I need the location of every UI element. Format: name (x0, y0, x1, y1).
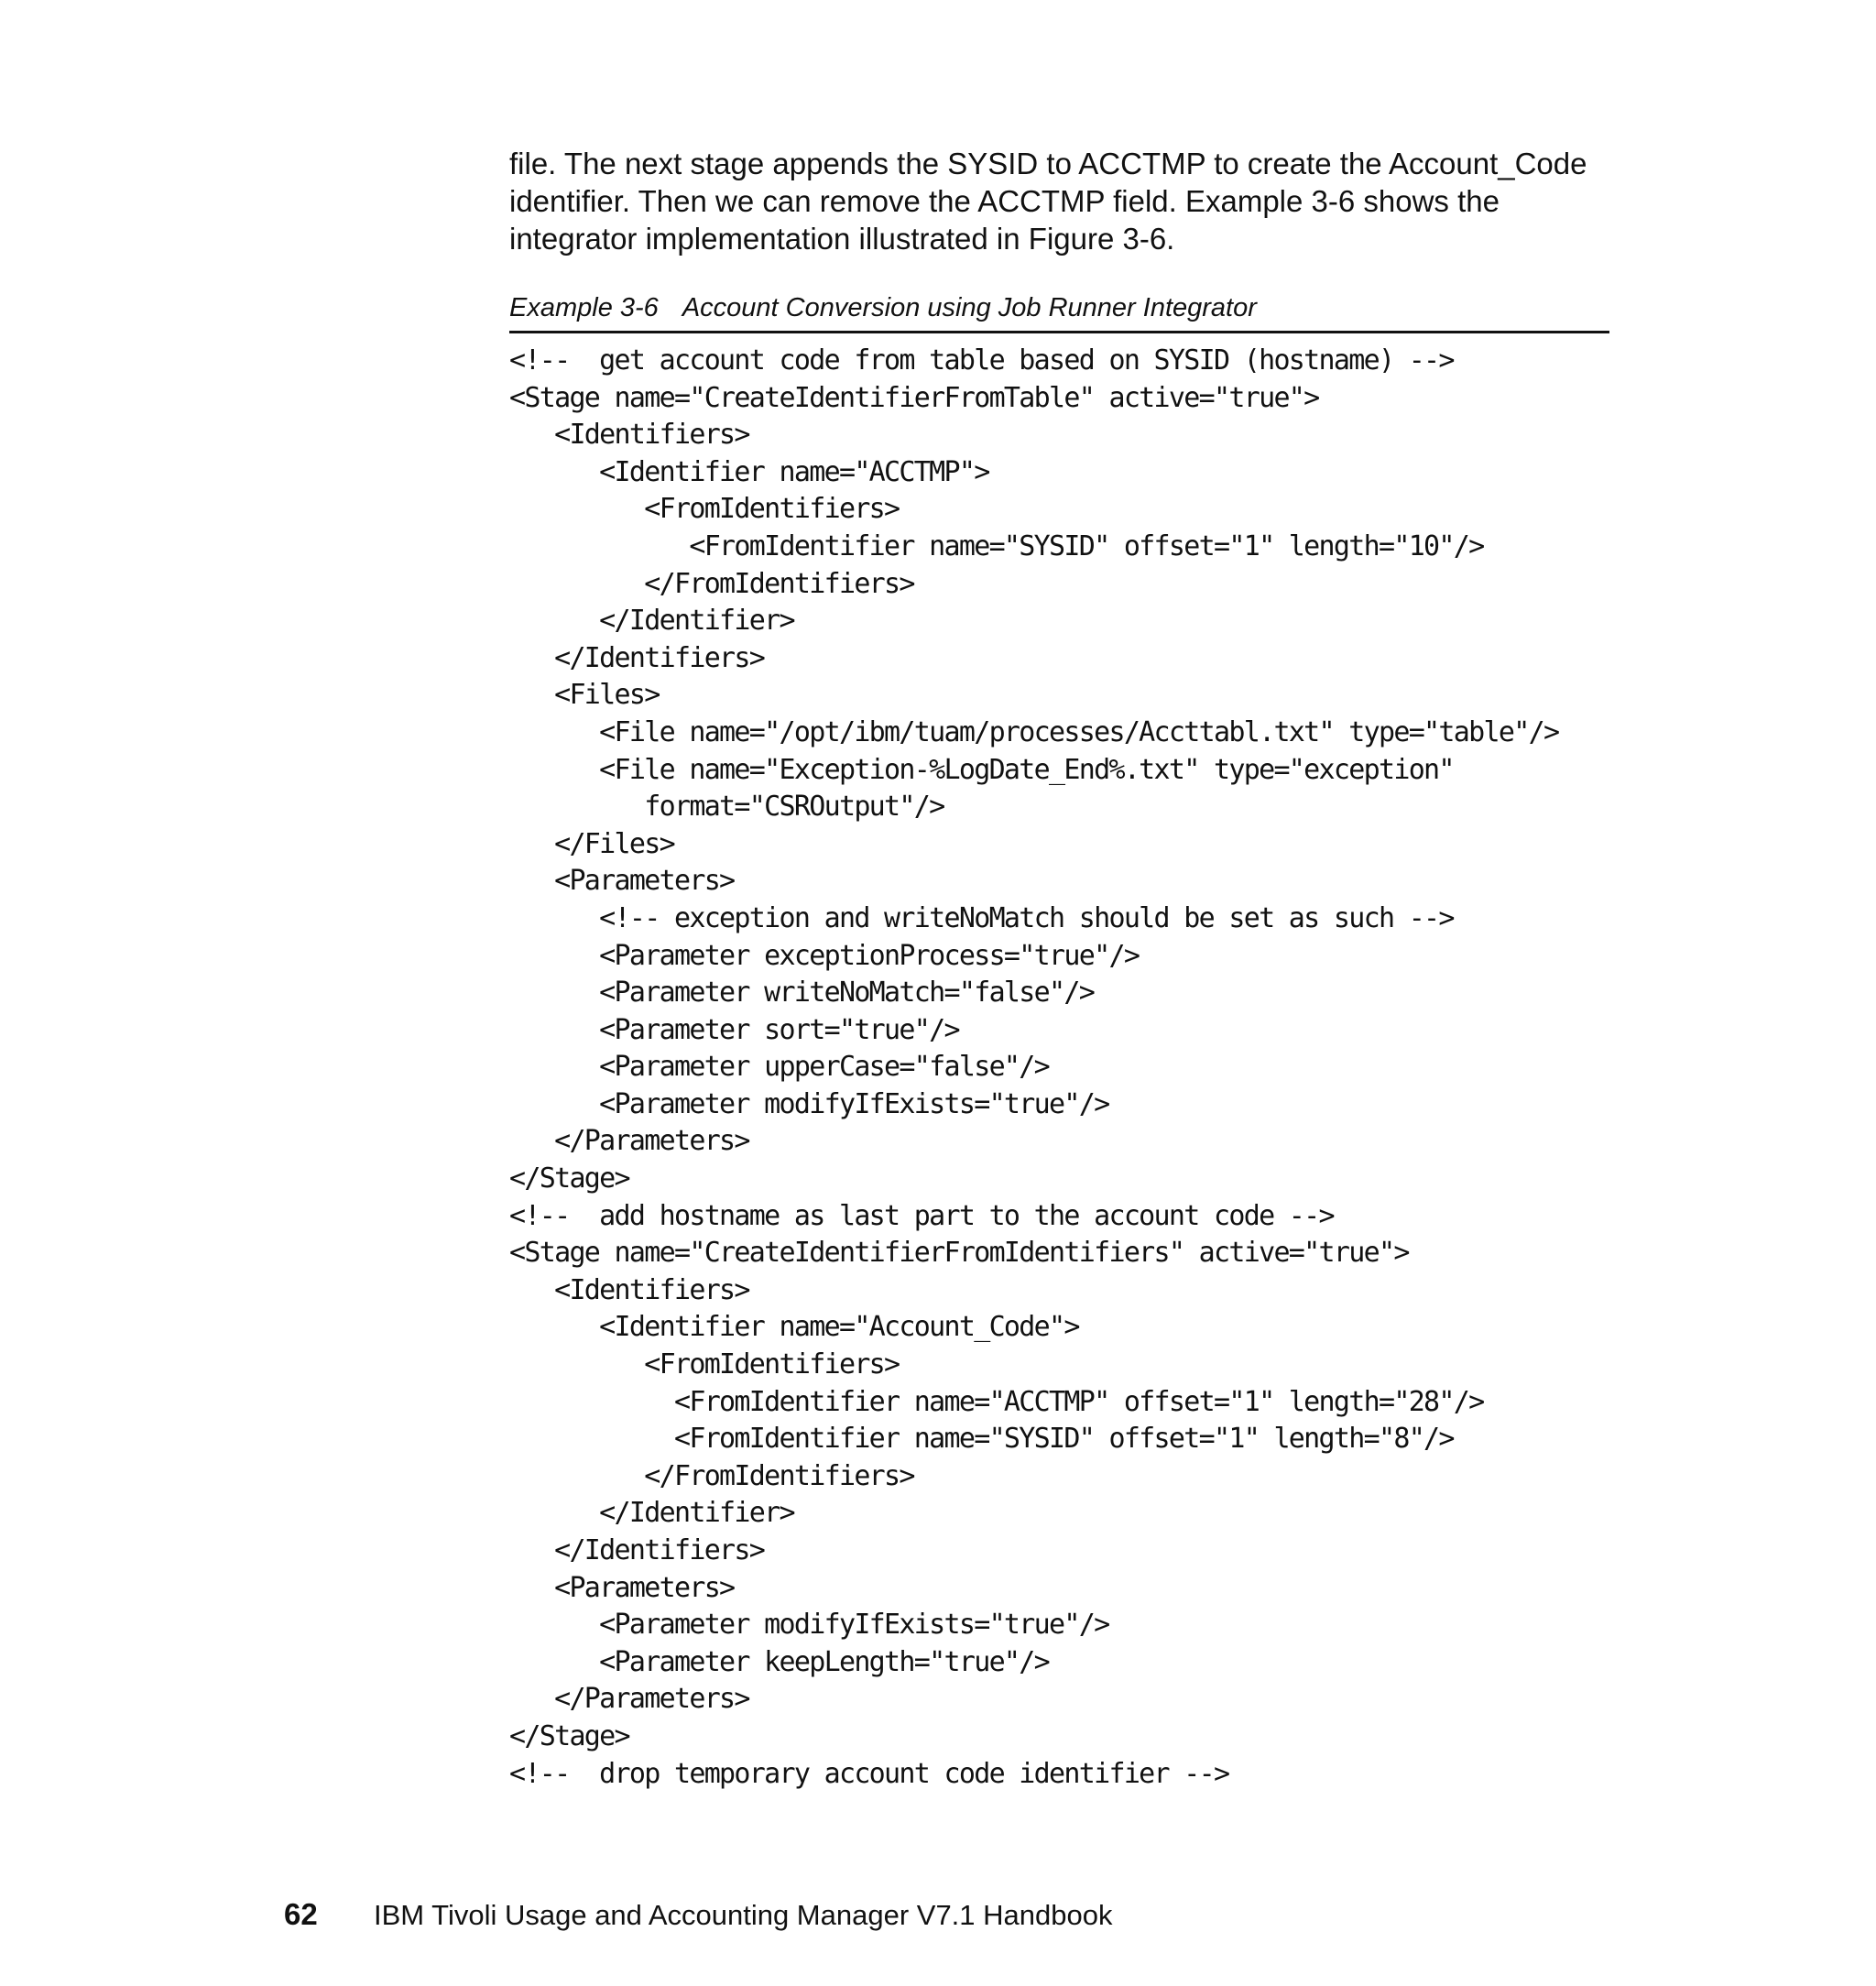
code-line: <Identifiers> (509, 1273, 749, 1306)
code-line: <Parameter keepLength="true"/> (509, 1645, 1050, 1678)
code-line: <Stage name="CreateIdentifierFromIdentifiers" active="true"> (509, 1237, 1409, 1270)
code-line: <Parameter exceptionProcess="true"/> (509, 939, 1140, 972)
code-line: <!-- add hostname as last part to the account code --> (509, 1199, 1334, 1232)
code-line: <Stage name="CreateIdentifierFromTable" active="true"> (509, 381, 1319, 414)
code-line: </Files> (509, 827, 674, 860)
code-line: <Identifier name="ACCTMP"> (509, 455, 989, 488)
code-line: <FromIdentifiers> (509, 493, 900, 526)
code-line: <FromIdentifiers> (509, 1348, 900, 1381)
code-line: <Parameters> (509, 865, 735, 898)
code-line: <Files> (509, 679, 660, 712)
code-line: </Identifier> (509, 1497, 794, 1530)
example-title: Account Conversion using Job Runner Integrator (682, 293, 1257, 322)
code-line: </Parameters> (509, 1125, 749, 1158)
code-line: <Identifiers> (509, 419, 749, 452)
code-line: </Identifiers> (509, 1534, 765, 1566)
book-title: IBM Tivoli Usage and Accounting Manager V7.1 Handbook (374, 1899, 1113, 1931)
code-line: <Parameters> (509, 1571, 735, 1604)
page-number: 62 (284, 1897, 318, 1931)
page-footer (284, 1896, 1112, 1934)
code-line: <Parameter modifyIfExists="true"/> (509, 1609, 1109, 1642)
example-number: Example 3-6 (509, 293, 659, 322)
code-line: <!-- get account code from table based on SYSID (hostname) --> (509, 344, 1454, 376)
code-line: </FromIdentifiers> (509, 567, 914, 600)
code-line: <!-- exception and writeNoMatch should be set as such --> (509, 901, 1454, 934)
code-line: <File name="/opt/ibm/tuam/processes/Accttabl.txt" type="table"/> (509, 715, 1559, 748)
code-line: </Parameters> (509, 1683, 749, 1716)
example-caption (509, 289, 1257, 326)
code-line: </Stage> (509, 1162, 629, 1195)
code-line: <!-- drop temporary account code identifier --> (509, 1757, 1229, 1790)
code-line: <FromIdentifier name="SYSID" offset="1" length="10"/> (509, 529, 1484, 562)
code-line: <Parameter modifyIfExists="true"/> (509, 1087, 1109, 1120)
code-line: <Parameter writeNoMatch="false"/> (509, 977, 1095, 1009)
code-line: <FromIdentifier name="SYSID" offset="1" length="8"/> (509, 1423, 1454, 1456)
code-line: <Identifier name="Account_Code"> (509, 1311, 1079, 1344)
intro-paragraph: file. The next stage appends the SYSID to ACCTMP to create the Account_Code identifier. Then we can remove the ACCTMP field. Example 3-6 shows the integrator implementation illustrated in Figure 3-6. (509, 147, 1587, 256)
caption-rule (509, 331, 1609, 333)
code-line: <Parameter upperCase="false"/> (509, 1051, 1050, 1084)
code-line: format="CSROutput"/> (509, 791, 944, 824)
code-line: <File name="Exception-%LogDate_End%.txt" type="exception" (509, 753, 1454, 786)
code-line: </Identifiers> (509, 641, 765, 674)
code-line: <FromIdentifier name="ACCTMP" offset="1" length="28"/> (509, 1385, 1484, 1418)
code-line: </Stage> (509, 1719, 629, 1752)
code-line: </Identifier> (509, 605, 794, 638)
code-line: </FromIdentifiers> (509, 1459, 914, 1492)
code-listing (509, 343, 1558, 1793)
code-line: <Parameter sort="true"/> (509, 1013, 959, 1046)
